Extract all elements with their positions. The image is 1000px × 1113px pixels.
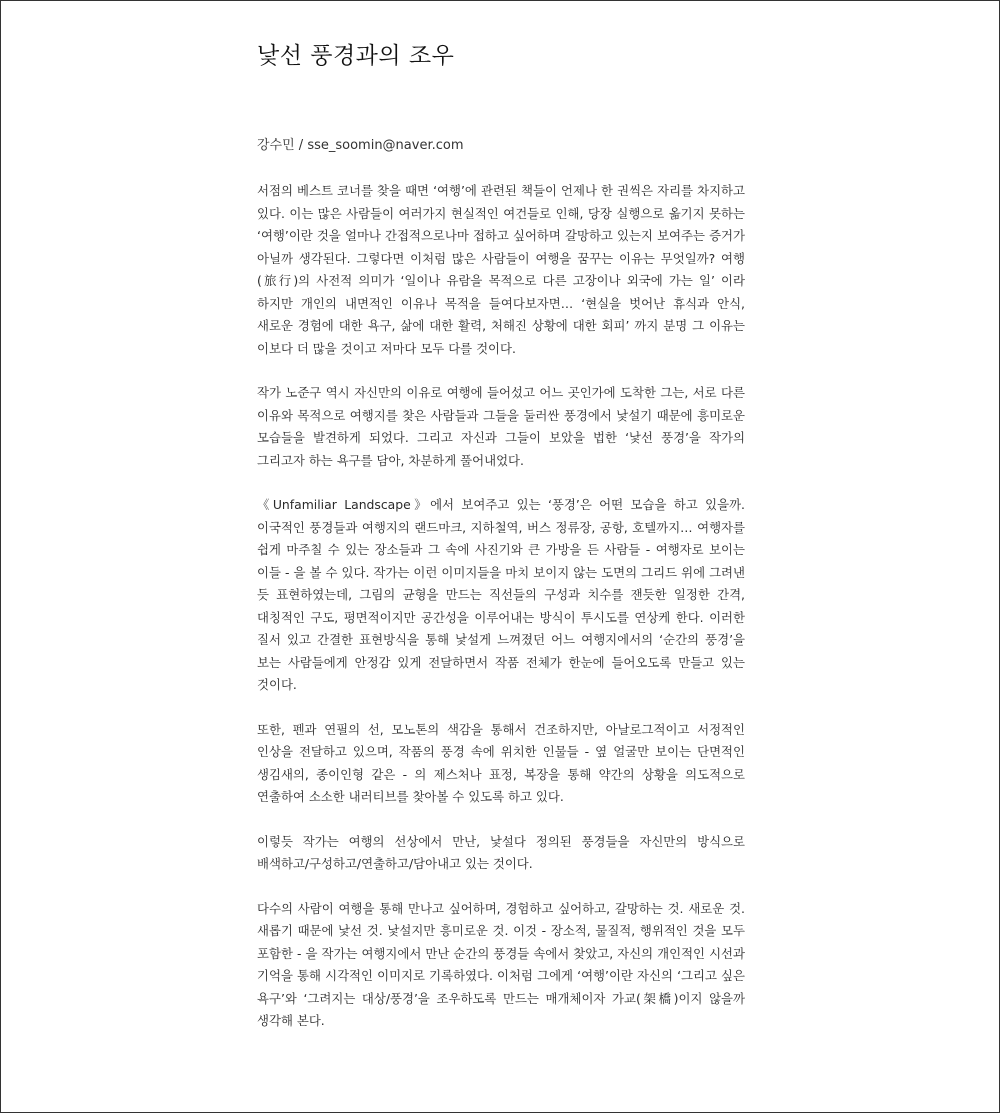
paragraph: 《Unfamiliar Landscape》에서 보여주고 있는 ‘풍경’은 어떤 모습을 하고 있을까. 이국적인 풍경들과 여행지의 랜드마크, 지하철역, 버스 정류장, 공항, 호텔까지… 여행자를 쉽게 마주칠 수 있는 장소들과 그 속에 사진기와 큰 가방을 든 사람들 - 여행자로 보이는 이들 - 을 볼 수 있다. 작가는 이런 이미지들을 마치 보이지 않는 도면의 그리드 위에 그려낸 듯 표현하였는데, 그림의 균형을 만드는 직선들의 구성과 치수를 잰듯한 일정한 간격, 대칭적인 구도, 평면적이지만 공간성을 이루어내는 방식이 투시도를 연상케 한다. 이러한 질서 있고 간결한 표현방식을 통해 낯설게 느껴졌던 어느 여행지에서의 ‘순간의 풍경’을 보는 사람들에게 안정감 있게 전달하면서 작품 전체가 한눈에 들어오도록 만들고 있는 것이다. [257,497,745,692]
paragraph: 작가 노준구 역시 자신만의 이유로 여행에 들어섰고 어느 곳인가에 도착한 그는, 서로 다른 이유와 목적으로 여행지를 찾은 사람들과 그들을 둘러싼 풍경에서 낯설기 때문에 흥미로운 모습들을 발견하게 되었다. 그리고 자신과 그들이 보았을 법한 ‘낯선 풍경’을 작가의 그리고자 하는 욕구를 담아, 차분하게 풀어내었다. [257,385,745,468]
paragraph: 이렇듯 작가는 여행의 선상에서 만난, 낯설다 정의된 풍경들을 자신만의 방식으로 배색하고/구성하고/연출하고/담아내고 있는 것이다. [257,833,745,871]
article-body [257,180,745,1033]
paragraph: 다수의 사람이 여행을 통해 만나고 싶어하며, 경험하고 싶어하고, 갈망하는 것. 새로운 것. 새롭기 때문에 낯선 것. 낯설지만 흥미로운 것. 이것 - 장소적, 물질적, 행위적인 것을 모두 포함한 - 을 작가는 여행지에서 만난 순간의 풍경들 속에서 찾았고, 자신의 개인적인 시선과 기억을 통해 시각적인 이미지로 기록하였다. 이처럼 그에게 ‘여행’이란 자신의 ‘그리고 싶은 욕구’와 ‘그려지는 대상/풍경’을 조우하도록 만드는 매개체이자 가교(架橋)이지 않을까 생각해 본다. [257,900,745,1028]
author-byline: 강수민 / sse_soomin@naver.com [257,138,464,153]
paragraph: 또한, 펜과 연필의 선, 모노톤의 색감을 통해서 건조하지만, 아날로그적이고 서정적인 인상을 전달하고 있으며, 작품의 풍경 속에 위치한 인물들 - 옆 얼굴만 보이는 단면적인 생김새의, 종이인형 같은 - 의 제스처나 표정, 복장을 통해 약간의 상황을 의도적으로 연출하여 소소한 내러티브를 찾아볼 수 있도록 하고 있다. [257,721,745,804]
article [257,38,745,1055]
paragraph: 서점의 베스트 코너를 찾을 때면 ‘여행’에 관련된 책들이 언제나 한 권씩은 자리를 차지하고 있다. 이는 많은 사람들이 여러가지 현실적인 여건들로 인해, 당장 실행으로 옮기지 못하는 ‘여행’이란 것을 얼마나 간접적으로나마 접하고 싶어하며 갈망하고 있는지 보여주는 증거가 아닐까 생각된다. 그렇다면 이처럼 많은 사람들이 여행을 꿈꾸는 이유는 무엇일까? 여행(旅行)의 사전적 의미가 ‘일이나 유람을 목적으로 다른 고장이나 외국에 가는 일’ 이라 하지만 개인의 내면적인 이유나 목적을 들여다보자면… ‘현실을 벗어난 휴식과 안식, 새로운 경험에 대한 욕구, 삶에 대한 활력, 처해진 상황에 대한 회피’ 까지 분명 그 이유는 이보다 더 많을 것이고 저마다 모두 다를 것이다. [257,183,745,356]
article-title: 낯선 풍경과의 조우 [257,43,455,69]
